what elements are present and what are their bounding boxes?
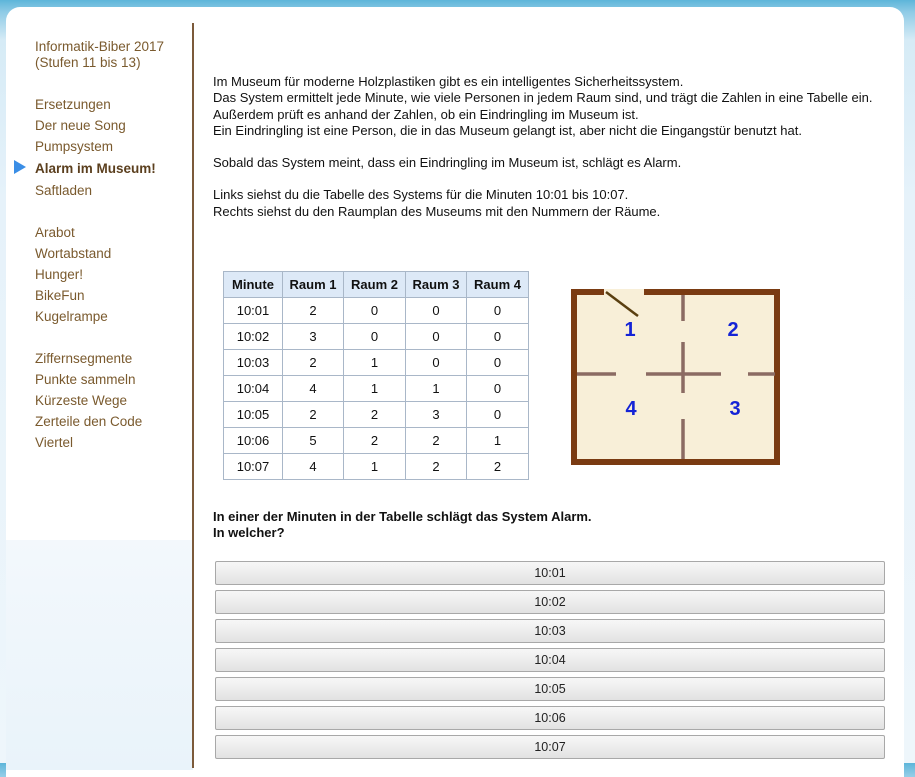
table-cell: 2 — [344, 428, 406, 454]
active-task-arrow-icon — [14, 160, 26, 174]
table-header-cell: Raum 1 — [283, 272, 344, 298]
nav-item[interactable]: Viertel — [35, 435, 74, 450]
nav-item[interactable]: Alarm im Museum! — [35, 161, 156, 176]
museum-floor — [574, 292, 777, 462]
table-row — [224, 428, 529, 454]
table-cell: 2 — [406, 454, 467, 480]
answer-button[interactable]: 10:03 — [215, 619, 885, 643]
answer-button[interactable]: 10:05 — [215, 677, 885, 701]
nav-item[interactable]: Saftladen — [35, 183, 93, 198]
answer-button[interactable]: 10:01 — [215, 561, 885, 585]
question-line: In welcher? — [213, 524, 285, 540]
table-cell: 2 — [406, 428, 467, 454]
sidebar-background — [6, 540, 193, 770]
room-label: 1 — [624, 319, 636, 341]
table-cell: 0 — [344, 298, 406, 324]
table-cell: 1 — [467, 428, 529, 454]
intro-line: Ein Eindringling ist eine Person, die in das Museum gelangt ist, aber nicht die Eingangstür benutzt hat. — [213, 122, 802, 138]
table-cell: 0 — [344, 324, 406, 350]
table-cell: 1 — [406, 376, 467, 402]
room-label: 2 — [727, 319, 739, 341]
table-cell: 0 — [406, 350, 467, 376]
nav-item[interactable]: Hunger! — [35, 267, 84, 282]
table-row — [224, 402, 529, 428]
nav-item[interactable]: BikeFun — [35, 288, 85, 303]
table-row — [224, 454, 529, 480]
room-label: 4 — [625, 398, 637, 420]
table-cell: 10:03 — [224, 350, 283, 376]
nav-item[interactable]: Ersetzungen — [35, 97, 111, 112]
table-cell: 0 — [467, 402, 529, 428]
question-line: In einer der Minuten in der Tabelle schlägt das System Alarm. — [213, 509, 592, 524]
nav-item[interactable]: Ziffernsegmente — [35, 351, 133, 366]
table-cell: 0 — [467, 350, 529, 376]
table-cell: 2 — [283, 350, 344, 376]
table-header-cell: Raum 3 — [406, 272, 467, 298]
table-cell: 0 — [467, 298, 529, 324]
table-row — [224, 324, 529, 350]
contest-title — [35, 39, 164, 71]
nav-item[interactable]: Der neue Song — [35, 118, 126, 133]
table-cell: 1 — [344, 454, 406, 480]
table-cell: 0 — [406, 324, 467, 350]
table-cell: 10:01 — [224, 298, 283, 324]
table-cell: 3 — [283, 324, 344, 350]
table-cell: 0 — [467, 324, 529, 350]
table-cell: 2 — [467, 454, 529, 480]
table-cell: 2 — [283, 298, 344, 324]
nav-item[interactable]: Kürzeste Wege — [35, 393, 128, 408]
table-row — [224, 350, 529, 376]
answer-button[interactable]: 10:06 — [215, 706, 885, 730]
nav-item[interactable]: Kugelrampe — [35, 309, 108, 324]
table-cell: 10:06 — [224, 428, 283, 454]
table-cell: 4 — [283, 454, 344, 480]
table-row — [224, 376, 529, 402]
table-cell: 2 — [344, 402, 406, 428]
nav-item[interactable]: Punkte sammeln — [35, 372, 136, 387]
table-cell: 4 — [283, 376, 344, 402]
museum-floor-plan — [571, 289, 781, 466]
table-cell: 0 — [467, 376, 529, 402]
sidebar-divider — [192, 23, 194, 768]
table-cell: 10:07 — [224, 454, 283, 480]
contest-title-line1: Informatik-Biber 2017 — [35, 39, 165, 54]
intro-line: Rechts siehst du den Raumplan des Museums mit den Nummern der Räume. — [213, 203, 661, 219]
intro-line: Das System ermittelt jede Minute, wie viele Personen in jedem Raum sind, und trägt die Zahlen in eine Tabelle ein. — [213, 90, 873, 106]
intro-line: Außerdem prüft es anhand der Zahlen, ob ein Eindringling im Museum ist. — [213, 106, 639, 122]
table-cell: 3 — [406, 402, 467, 428]
answer-button[interactable]: 10:02 — [215, 590, 885, 614]
nav-item[interactable]: Pumpsystem — [35, 139, 114, 154]
occupancy-table — [223, 271, 529, 480]
table-cell: 1 — [344, 376, 406, 402]
task-description — [213, 74, 893, 236]
intro-line: Links siehst du die Tabelle des Systems für die Minuten 10:01 bis 10:07. — [213, 187, 629, 203]
answer-button[interactable]: 10:04 — [215, 648, 885, 672]
nav-item[interactable]: Wortabstand — [35, 246, 112, 261]
nav-item[interactable]: Zerteile den Code — [35, 414, 143, 429]
answer-button[interactable]: 10:07 — [215, 735, 885, 759]
table-header-cell: Raum 2 — [344, 272, 406, 298]
table-row — [224, 298, 529, 324]
question-text — [213, 509, 592, 540]
table-cell: 0 — [406, 298, 467, 324]
table-body — [224, 298, 529, 480]
intro-line: Im Museum für moderne Holzplastiken gibt es ein intelligentes Sicherheitssystem. — [213, 74, 684, 89]
table-cell: 10:02 — [224, 324, 283, 350]
table-header-cell: Minute — [224, 272, 283, 298]
table-header-row — [224, 272, 529, 298]
room-label: 3 — [729, 398, 741, 420]
table-header-cell: Raum 4 — [467, 272, 529, 298]
nav-item[interactable]: Arabot — [35, 225, 75, 240]
table-cell: 5 — [283, 428, 344, 454]
intro-line: Sobald das System meint, dass ein Eindringling im Museum ist, schlägt es Alarm. — [213, 155, 682, 171]
contest-title-line2: (Stufen 11 bis 13) — [35, 55, 141, 70]
table-cell: 2 — [283, 402, 344, 428]
table-cell: 1 — [344, 350, 406, 376]
table-cell: 10:05 — [224, 402, 283, 428]
table-cell: 10:04 — [224, 376, 283, 402]
